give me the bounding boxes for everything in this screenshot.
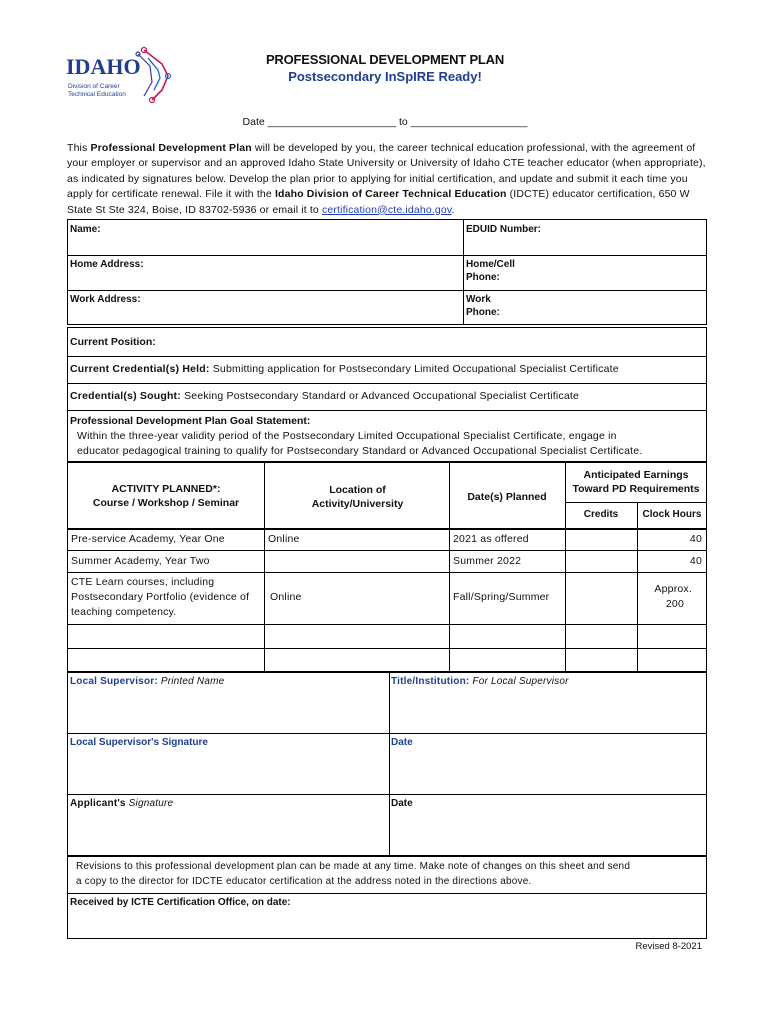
work-address-label: Work Address: — [70, 294, 141, 305]
goal-line-2: educator pedagogical training to qualify for Postsecondary Standard or Advanced Occupational Specialist Certificate. — [77, 445, 643, 457]
credentials-sought — [70, 390, 579, 402]
goal-line-1: Within the three-year validity period of the Postsecondary Limited Occupational Specialist Certificate, engage in — [77, 430, 617, 442]
revised-date: Revised 8-2021 — [635, 941, 702, 952]
col-location-header — [266, 483, 449, 511]
work-phone-label-1: Work — [466, 294, 491, 305]
credentials-held — [70, 363, 619, 375]
home-address-label: Home Address: — [70, 259, 144, 270]
col-location-title: Location of — [329, 484, 386, 496]
col-activity-header — [68, 482, 264, 510]
footer-box — [67, 855, 707, 939]
row1-dates[interactable]: 2021 as offered — [453, 533, 529, 545]
credentials-sought-value: Seeking Postsecondary Standard or Advanced Occupational Specialist Certificate — [180, 390, 580, 402]
plan-box — [67, 327, 707, 673]
intro-paragraph — [67, 141, 707, 218]
supervisor-name-hint: Printed Name — [157, 676, 225, 687]
intro-text-2: will be developed by you, the career technical education professional, with the agreement of your employer or supervisor and an approved Idaho State University or University of Idaho CTE teacher educator (when appropriate), as indicated by signatures below. Develop the plan prior to applying for initial certification, and update and submit it each time you apply for certificate renewal. File it with the — [67, 142, 706, 201]
credentials-held-value: Submitting application for Postsecondary Limited Occupational Specialist Certificate — [209, 363, 619, 375]
row3-location[interactable]: Online — [270, 591, 302, 603]
applicant-signature-label: Applicant's — [70, 798, 126, 809]
home-phone-label-2: Phone: — [466, 272, 500, 283]
col-clock-header: Clock Hours — [642, 509, 702, 520]
current-position-label: Current Position: — [70, 336, 156, 348]
email-link[interactable]: certification@cte.idaho.gov — [322, 203, 452, 216]
intro-text-3: (IDCTE) educator certification, 650 W State St Ste 324, Boise, ID 83702-5936 or email it to — [67, 188, 690, 216]
row1-activity[interactable]: Pre-service Academy, Year One — [71, 533, 225, 545]
logo-circuit-icon — [64, 44, 188, 106]
supervisor-signature-label[interactable]: Local Supervisor's Signature — [70, 737, 208, 748]
credentials-held-label: Current Credential(s) Held: — [70, 363, 210, 375]
col-earnings-subtitle: Toward PD Requirements — [572, 483, 700, 495]
title-institution-hint: For Local Supervisor — [469, 676, 569, 687]
row2-dates[interactable]: Summer 2022 — [453, 555, 522, 567]
col-credits-header: Credits — [583, 509, 619, 520]
logo-word: IDAHO — [66, 54, 141, 79]
home-phone-label-1: Home/Cell — [466, 259, 515, 270]
row3-clock-value[interactable]: 200 — [665, 598, 684, 610]
col-dates-header: Date(s) Planned — [467, 491, 547, 503]
row3-dates[interactable]: Fall/Spring/Summer — [453, 591, 550, 603]
supervisor-name-label: Local Supervisor: — [70, 676, 158, 687]
row3-activity[interactable]: CTE Learn courses, including Postsecondary Portfolio (evidence of teaching competency. — [71, 576, 250, 618]
work-phone-label-2: Phone: — [466, 307, 500, 318]
row1-clock[interactable]: 40 — [689, 533, 702, 545]
applicant-date-label[interactable]: Date — [391, 798, 413, 809]
eduid-label: EDUID Number: — [466, 224, 542, 235]
revisions-line-2: a copy to the director for IDCTE educator certification at the address noted in the directions above. — [76, 876, 532, 887]
row3-clock-approx[interactable]: Approx. — [654, 583, 692, 595]
logo-line2: Technical Education — [68, 91, 126, 98]
page-title: PROFESSIONAL DEVELOPMENT PLAN — [265, 52, 505, 67]
signature-box — [67, 671, 707, 857]
applicant-signature-hint: Signature — [125, 798, 174, 809]
applicant-info-box — [67, 219, 707, 325]
title-institution-label: Title/Institution: — [391, 676, 470, 687]
revisions-line-1: Revisions to this professional development plan can be made at any time. Make note of changes on this sheet and send — [76, 861, 631, 872]
goal-label: Professional Development Plan Goal Statement: — [70, 415, 311, 427]
intro-text-4: . — [451, 203, 455, 216]
date-range-line[interactable]: Date ______________________ to ____________________ — [242, 116, 528, 128]
row1-location[interactable]: Online — [268, 533, 300, 545]
row2-activity[interactable]: Summer Academy, Year Two — [71, 555, 210, 567]
col-activity-subtitle: Course / Workshop / Seminar — [92, 497, 240, 509]
idcte-logo — [64, 44, 188, 106]
title-institution-field[interactable] — [391, 676, 569, 687]
credentials-sought-label: Credential(s) Sought: — [70, 390, 181, 402]
col-earnings-header — [566, 468, 706, 496]
received-label[interactable]: Received by ICTE Certification Office, on date: — [70, 897, 291, 908]
supervisor-name-field[interactable] — [70, 676, 224, 687]
col-location-subtitle: Activity/University — [311, 498, 404, 510]
intro-text-1: This — [67, 142, 91, 154]
intro-bold-2: Idaho Division of Career Technical Education — [274, 188, 507, 201]
col-earnings-title: Anticipated Earnings — [583, 469, 689, 481]
logo-line1: Division of Career — [68, 83, 120, 90]
page-subtitle: Postsecondary InSpIRE Ready! — [288, 69, 482, 84]
applicant-signature-field[interactable] — [70, 798, 173, 809]
col-activity-title: ACTIVITY PLANNED*: — [111, 483, 221, 495]
intro-bold-1: Professional Development Plan — [90, 142, 252, 154]
supervisor-date-label[interactable]: Date — [391, 737, 413, 748]
row2-clock[interactable]: 40 — [689, 555, 702, 567]
name-label: Name: — [70, 224, 101, 235]
